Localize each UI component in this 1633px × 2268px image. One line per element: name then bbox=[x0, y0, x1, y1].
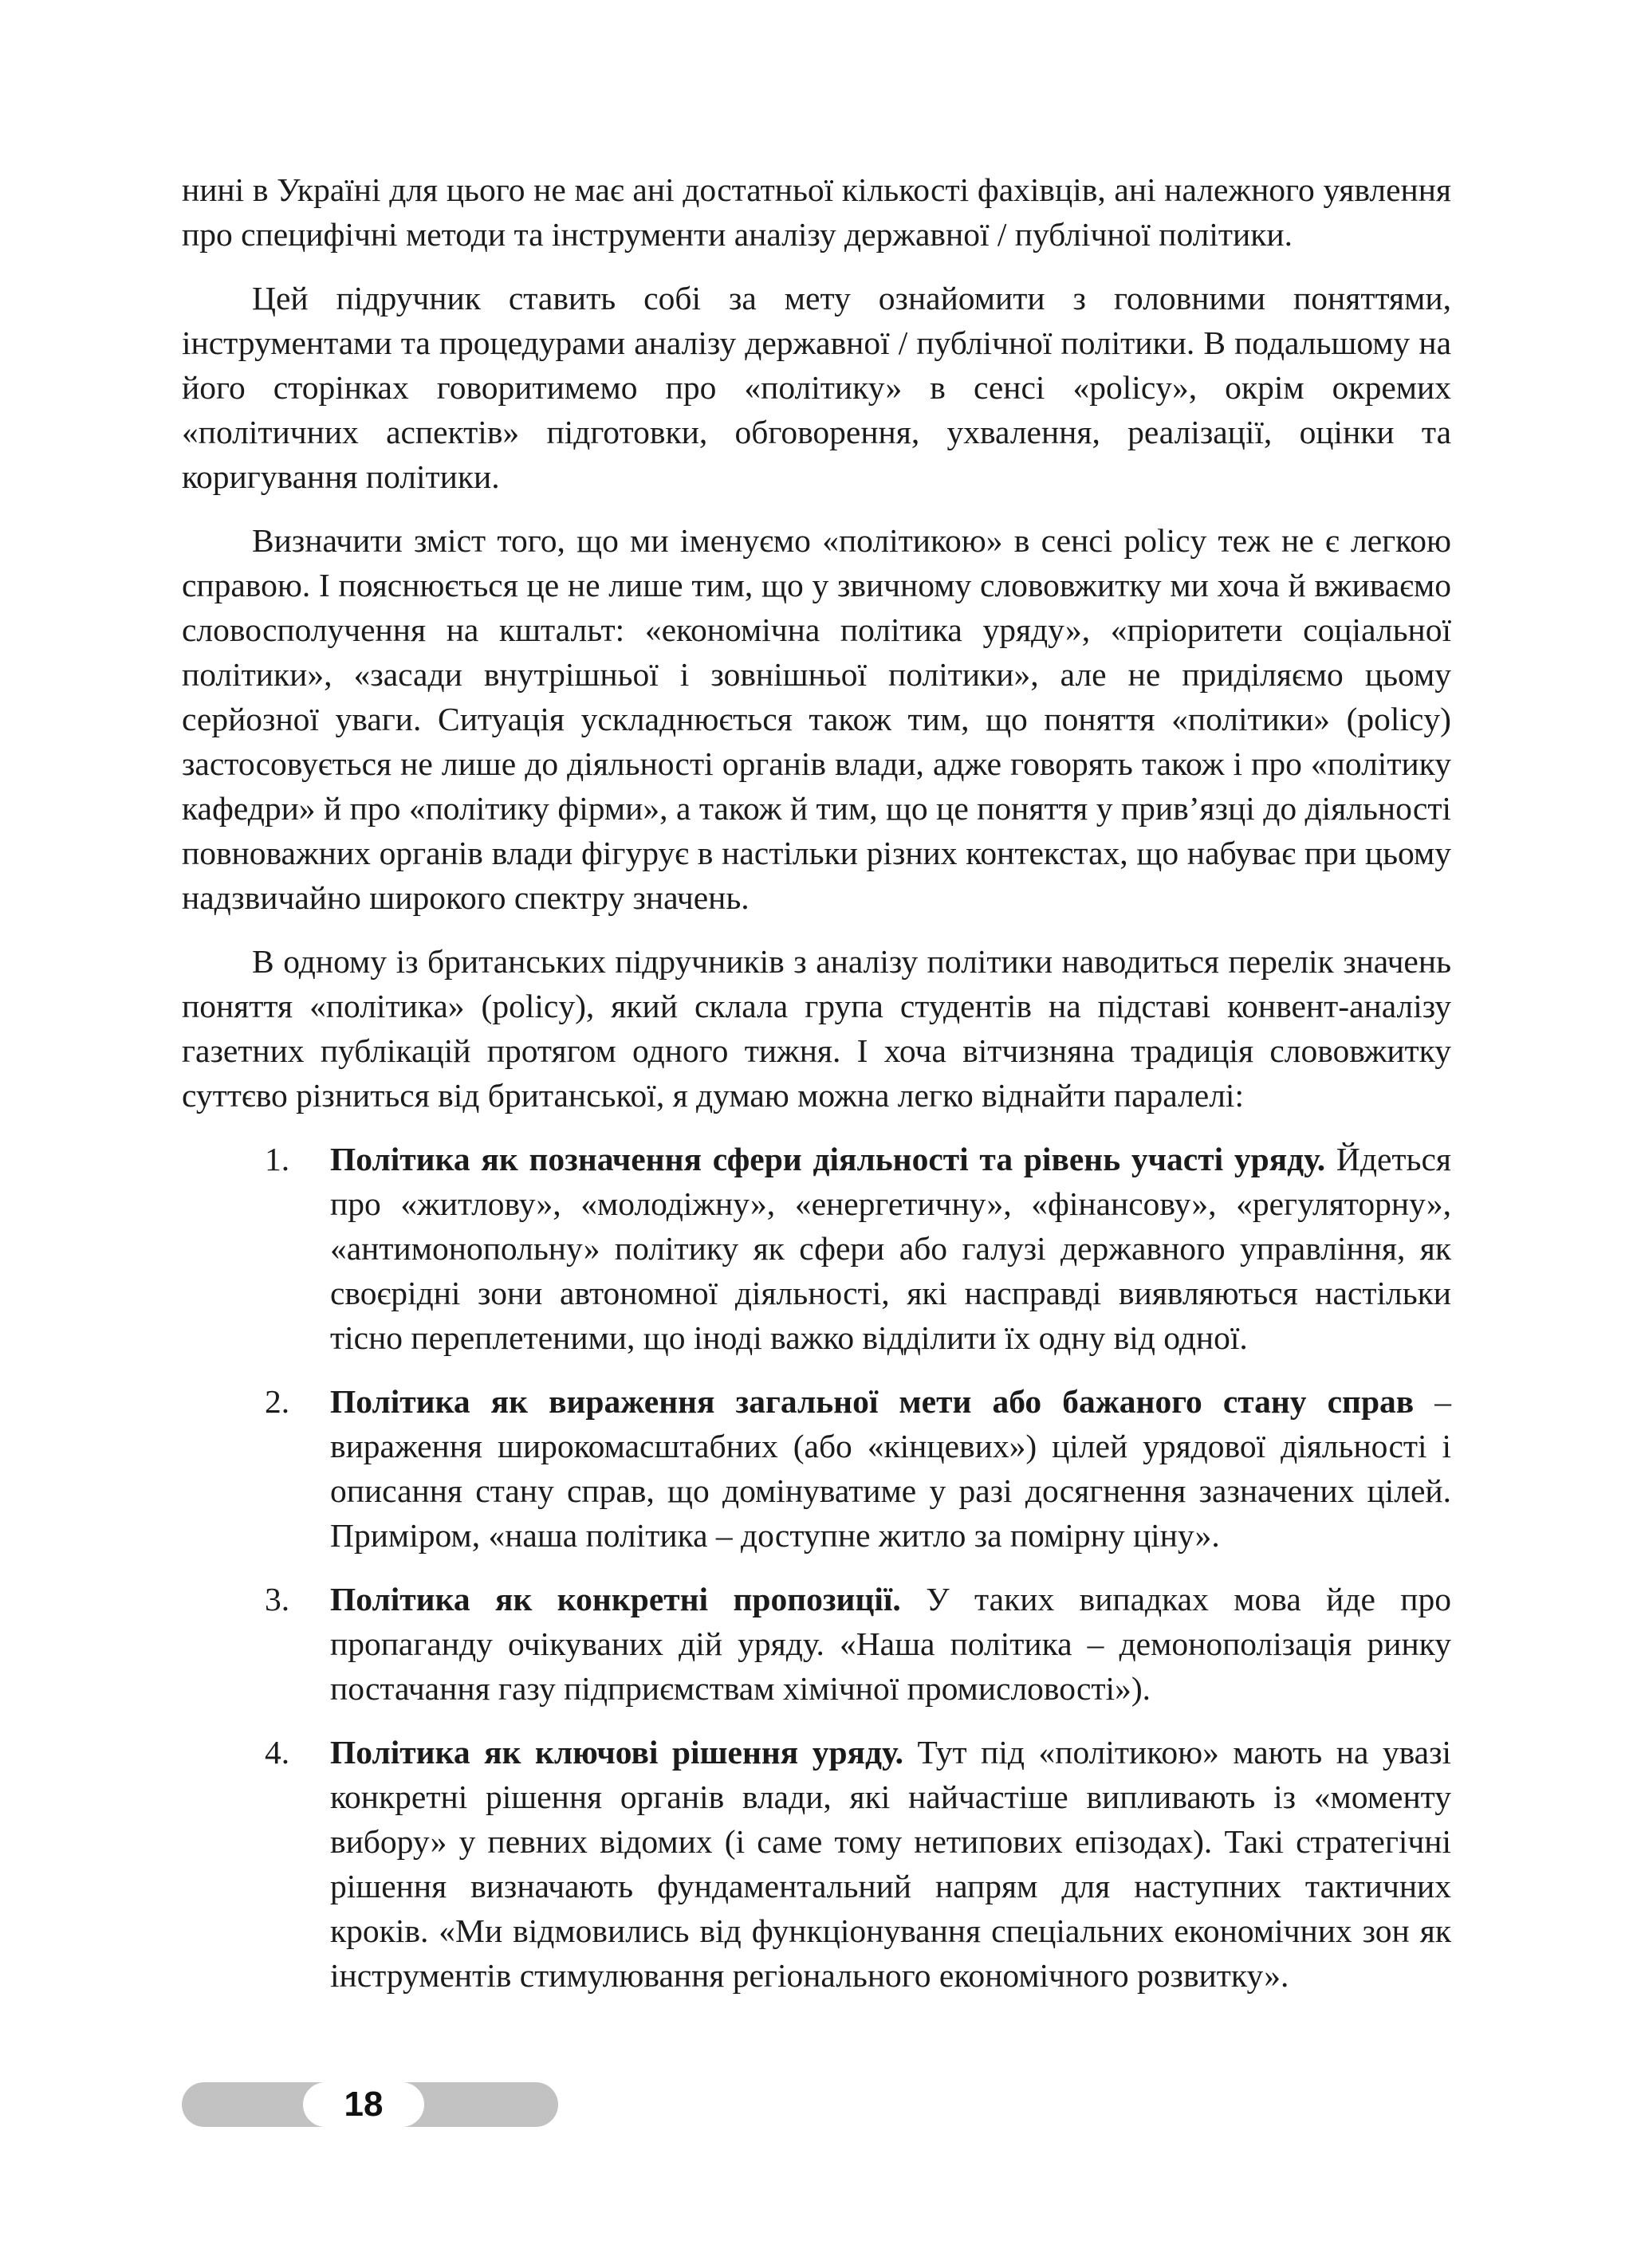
list-item-number: 2. bbox=[265, 1383, 290, 1420]
list-item-number: 3. bbox=[265, 1581, 290, 1617]
list-item bbox=[182, 1379, 1451, 1558]
list-item-heading: Політика як позначення сфери діяльності та рівень участі уряду. bbox=[330, 1141, 1326, 1177]
list-item-text: Тут під «політикою» мають на увазі конкретні рішення органів влади, які найчастіше випливають із «моменту вибору» у певних відомих (і саме тому нетипових епізодах). Такі стратегічні рішення визначають фундаментальний напрям для наступних тактичних кроків. «Ми відмовились від функціонування спеціальних економічних зон як інструментів стимулювання регіонального економічного розвитку». bbox=[330, 1734, 1452, 1994]
paragraph-continuation: нині в Україні для цього не має ані достатньої кількості фахівців, ані належного уявлення про специфічні методи та інструменти аналізу державної / публічної політики. bbox=[182, 171, 1451, 253]
list-item-number: 1. bbox=[265, 1141, 290, 1177]
page-number: 18 bbox=[344, 2085, 384, 2124]
list-item bbox=[182, 1137, 1451, 1360]
policy-meanings-list bbox=[182, 1137, 1451, 1998]
list-item bbox=[182, 1730, 1451, 1998]
list-item-heading: Політика як ключові рішення уряду. bbox=[330, 1734, 903, 1771]
list-item-heading: Політика як вираження загальної мети або бажаного стану справ bbox=[330, 1383, 1415, 1420]
list-item-text: Йдеться про «житлову», «молодіжну», «енергетичну», «фінансову», «регуляторну», «антимонопольну» політику як сфери або галузі державного управління, як своєрідні зони автономної діяльності, які насправді виявляються настільки тісно переплетеними, що іноді важко відділити їх одну від одної. bbox=[330, 1141, 1451, 1356]
paragraph-policy-definition: Визначити зміст того, що ми іменуємо «політикою» в сенсі policy теж не є легкою справою. І пояснюється це не лише тим, що у звичному слововжитку ми хоча й вживаємо словосполучення на кштальт: «економічна політика уряду», «пріоритети соціальної політики», «засади внутрішньої і зовнішньої політики», але не приділяємо цьому серйозної уваги. Ситуація ускладнюється також тим, що поняття «політики» (policy) застосовується не лише до діяльності органів влади, адже говорять також і про «політику кафедри» й про «політику фірми», а також й тим, що це поняття у прив’язці до діяльності повноважних органів влади фігурує в настільки різних контекстах, що набуває при цьому надзвичайно широкого спектру значень. bbox=[182, 522, 1451, 916]
paragraph-textbook-goal: Цей підручник ставить собі за мету ознайомити з головними поняттями, інструментами та процедурами аналізу державної / публічної політики. В подальшому на його сторінках говоритимемо про «політику» в сенсі «policy», окрім окремих «політичних аспектів» підготовки, обговорення, ухвалення, реалізації, оцінки та коригування політики. bbox=[182, 280, 1451, 495]
page-number-footer bbox=[182, 2082, 558, 2127]
list-item-text: У таких випадках мова йде про пропаганду очікуваних дій уряду. «Наша політика – демонополізація ринку постачання газу підприємствам хімічної промисловості»). bbox=[330, 1581, 1451, 1707]
list-item-text: – вираження широкомасштабних (або «кінцевих») цілей урядової діяльності і описання стану справ, що домінуватиме у разі досягнення зазначених цілей. Приміром, «наша політика – доступне житло за помірну ціну». bbox=[330, 1383, 1452, 1554]
list-item bbox=[182, 1577, 1451, 1711]
list-item-heading: Політика як конкретні пропозиції. bbox=[330, 1581, 901, 1617]
page-body bbox=[182, 167, 1451, 2017]
list-item-number: 4. bbox=[265, 1734, 290, 1771]
paragraph-british-textbook: В одному із британських підручників з аналізу політики наводиться перелік значень поняття «політика» (policy), який склала група студентів на підставі конвент-аналізу газетних публікацій протягом одного тижня. І хоча вітчизняна традиція слововжитку суттєво різниться від британської, я думаю можна легко віднайти паралелі: bbox=[182, 943, 1451, 1114]
